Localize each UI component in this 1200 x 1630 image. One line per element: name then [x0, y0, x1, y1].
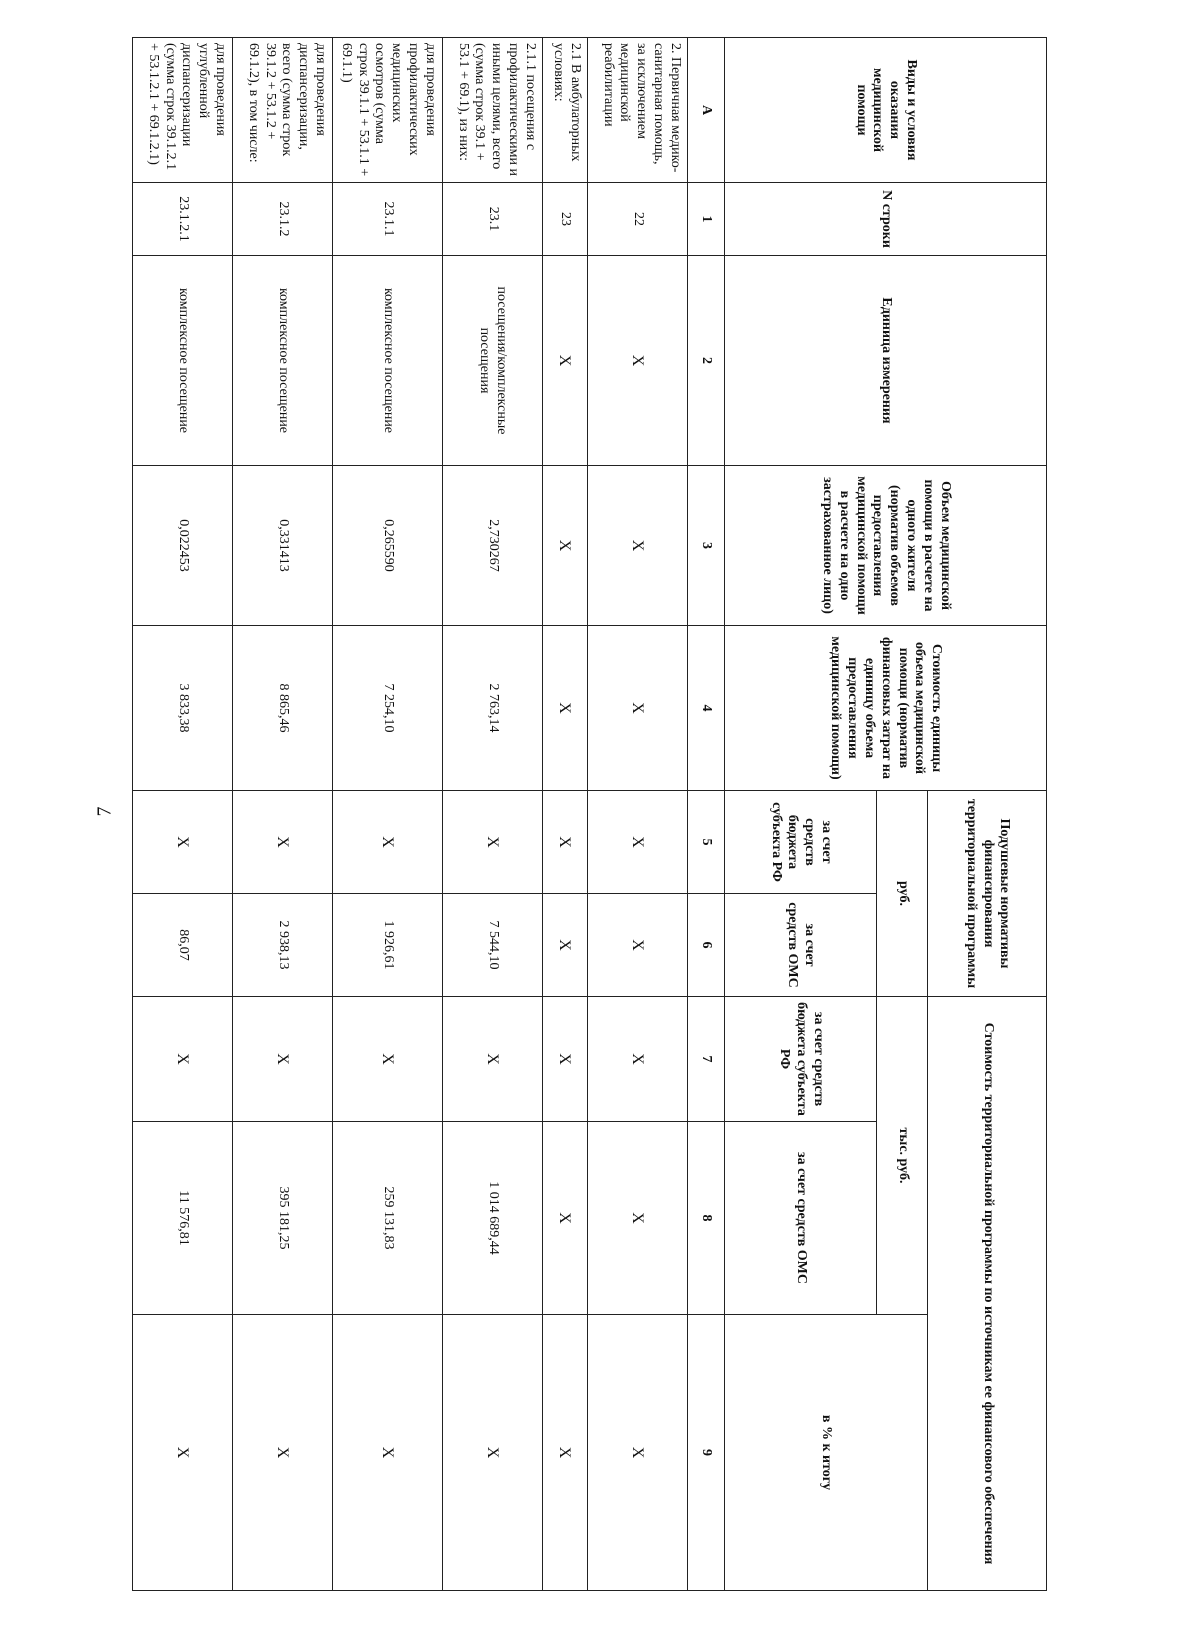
header-col-3: Объем медицинской помощи в расчете на одного жителя (норматив объемов предоставления медицинской помощи в расчете на одно застрахованное лицо): [724, 466, 1046, 626]
header-col-9: в % к итогу: [724, 1315, 928, 1591]
header-col-6: за счет средств ОМС: [724, 894, 876, 997]
header-col-5: за счет средств бюджета субъекта РФ: [724, 791, 876, 894]
cell-cost: 2 763,14: [442, 626, 542, 791]
cell-col6: Х: [542, 894, 587, 997]
cell-col7: Х: [542, 997, 587, 1122]
index-cell: А: [687, 38, 724, 183]
cell-type: 2.1 В амбулаторных условиях:: [542, 38, 587, 183]
table-row: [587, 38, 687, 1591]
cell-row-number: 22: [587, 183, 687, 256]
cell-unit: комплексное посещение: [233, 256, 333, 466]
cell-row-number: 23: [542, 183, 587, 256]
cell-col9: Х: [587, 1315, 687, 1591]
cell-col5: Х: [542, 791, 587, 894]
header-col-2: Единица измерения: [724, 256, 1046, 466]
header-group-56: Подушевые нормативы финансирования территориальной программы: [928, 791, 1047, 997]
cell-cost: Х: [542, 626, 587, 791]
cell-col5: Х: [233, 791, 333, 894]
header-row-1: [928, 38, 1047, 1591]
cell-row-number: 23.1.1: [333, 183, 443, 256]
cell-col7: Х: [133, 997, 233, 1122]
header-col-1: N строки: [724, 183, 1046, 256]
cell-type: 2. Первичная медико-санитарная помощь, за исключением медицинской реабилитации: [587, 38, 687, 183]
cell-cost: 7 254,10: [333, 626, 443, 791]
index-cell: 2: [687, 256, 724, 466]
cell-col6: 86,07: [133, 894, 233, 997]
cell-col8: Х: [542, 1122, 587, 1315]
financing-table: [132, 37, 1047, 1591]
index-cell: 4: [687, 626, 724, 791]
header-col-8: за счет средств ОМС: [724, 1122, 876, 1315]
cell-col9: Х: [133, 1315, 233, 1591]
cell-volume: 2,730267: [442, 466, 542, 626]
cell-col8: 11 576,81: [133, 1122, 233, 1315]
page-number: 7: [93, 806, 116, 817]
index-cell: 5: [687, 791, 724, 894]
cell-col5: Х: [442, 791, 542, 894]
cell-col8: 259 131,83: [333, 1122, 443, 1315]
index-cell: 6: [687, 894, 724, 997]
cell-col7: Х: [442, 997, 542, 1122]
cell-cost: 3 833,38: [133, 626, 233, 791]
index-cell: 1: [687, 183, 724, 256]
cell-row-number: 23.1.2: [233, 183, 333, 256]
table-row: [542, 38, 587, 1591]
cell-unit: комплексное посещение: [333, 256, 443, 466]
cell-volume: 0,265590: [333, 466, 443, 626]
cell-volume: 0,022453: [133, 466, 233, 626]
table-row: [333, 38, 443, 1591]
cell-col6: 7 544,10: [442, 894, 542, 997]
index-row: [687, 38, 724, 1591]
cell-volume: Х: [587, 466, 687, 626]
rotated-table-container: [132, 37, 1047, 1590]
index-cell: 8: [687, 1122, 724, 1315]
header-col-a: Виды и условия оказания медицинской помощи: [724, 38, 1046, 183]
cell-col8: 395 181,25: [233, 1122, 333, 1315]
header-unit-56: руб.: [876, 791, 928, 997]
cell-col9: Х: [333, 1315, 443, 1591]
table-row: [442, 38, 542, 1591]
index-cell: 9: [687, 1315, 724, 1591]
cell-volume: 0,331413: [233, 466, 333, 626]
cell-col9: Х: [442, 1315, 542, 1591]
cell-col5: Х: [587, 791, 687, 894]
cell-unit: Х: [587, 256, 687, 466]
cell-row-number: 23.1.2.1: [133, 183, 233, 256]
cell-col9: Х: [233, 1315, 333, 1591]
table-row: [133, 38, 233, 1591]
cell-volume: Х: [542, 466, 587, 626]
cell-col9: Х: [542, 1315, 587, 1591]
header-col-4: Стоимость единицы объема медицинской помощи (норматив финансовых затрат на единицу объема предоставления медицинской помощи): [724, 626, 1046, 791]
cell-type: для проведения профилактических медицинских осмотров (сумма строк 39.1.1 + 53.1.1 + 69.1.1): [333, 38, 443, 183]
cell-cost: 8 865,46: [233, 626, 333, 791]
cell-type: для проведения диспансеризации, всего (сумма строк 39.1.2 + 53.1.2 + 69.1.2), в том числе:: [233, 38, 333, 183]
cell-col6: 1 926,61: [333, 894, 443, 997]
cell-col7: Х: [333, 997, 443, 1122]
cell-col7: Х: [233, 997, 333, 1122]
cell-col7: Х: [587, 997, 687, 1122]
index-cell: 3: [687, 466, 724, 626]
cell-unit: Х: [542, 256, 587, 466]
header-col-7: за счет средств бюджета субъекта РФ: [724, 997, 876, 1122]
cell-unit: посещения/комплексные посещения: [442, 256, 542, 466]
cell-col6: Х: [587, 894, 687, 997]
cell-col5: Х: [333, 791, 443, 894]
table-row: [233, 38, 333, 1591]
cell-col8: Х: [587, 1122, 687, 1315]
header-group-789: Стоимость территориальной программы по источникам ее финансового обеспечения: [928, 997, 1047, 1591]
cell-col6: 2 938,13: [233, 894, 333, 997]
cell-row-number: 23.1: [442, 183, 542, 256]
cell-type: 2.1.1 посещения с профилактическими и иными целями, всего (сумма строк 39.1 + 53.1 + 69.1), из них:: [442, 38, 542, 183]
cell-col8: 1 014 689,44: [442, 1122, 542, 1315]
cell-type: для проведения углубленной диспансеризации (сумма строк 39.1.2.1 + 53.1.2.1 + 69.1.2.1): [133, 38, 233, 183]
cell-col5: Х: [133, 791, 233, 894]
header-unit-78: тыс. руб.: [876, 997, 928, 1315]
cell-cost: Х: [587, 626, 687, 791]
index-cell: 7: [687, 997, 724, 1122]
cell-unit: комплексное посещение: [133, 256, 233, 466]
